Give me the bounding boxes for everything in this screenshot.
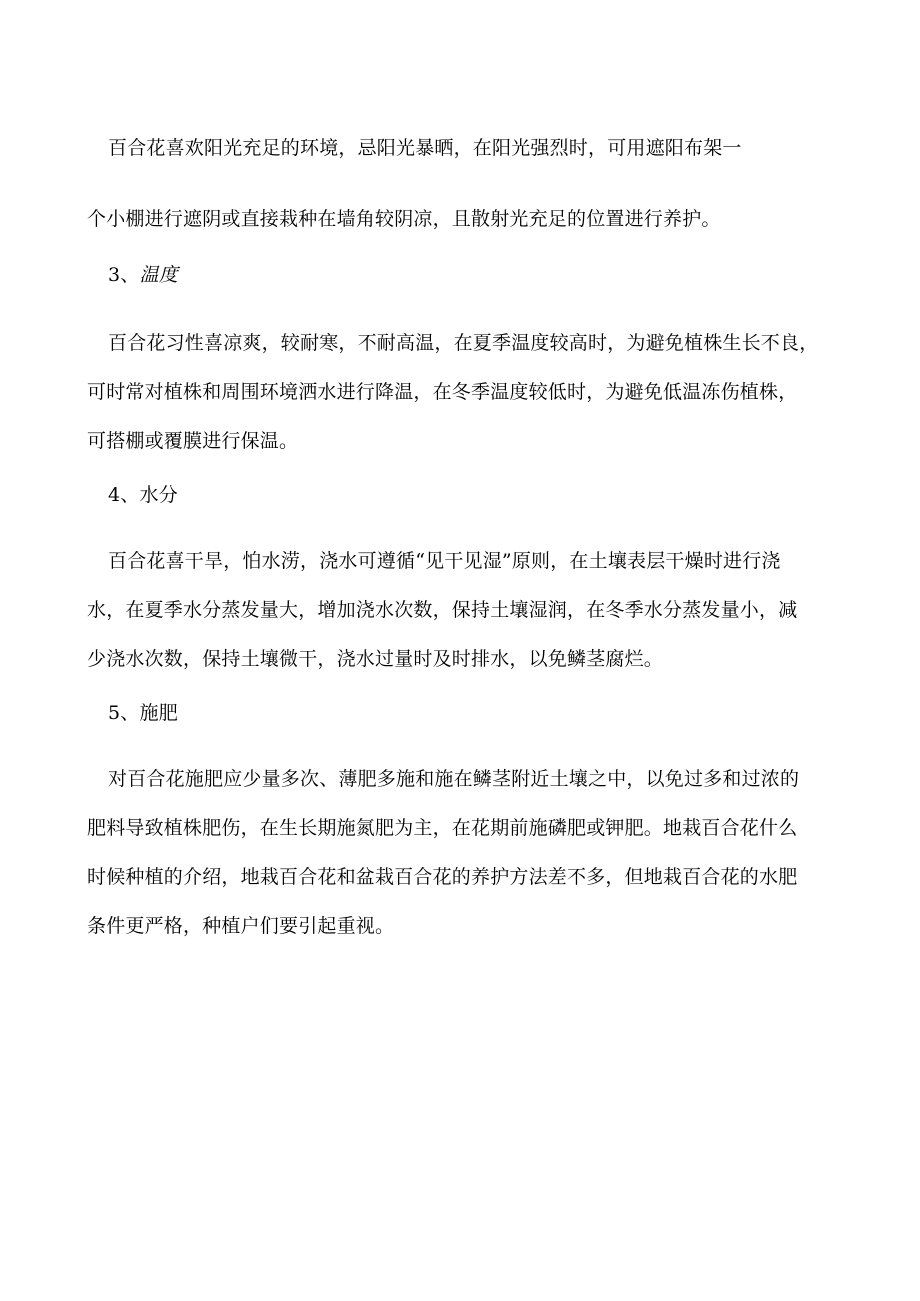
heading-number: 3、 [108,264,140,286]
paragraph-line: 少浇水次数，保持土壤微干，浇水过量时及时排水，以免鳞茎腐烂。 [87,648,664,670]
paragraph-line: 时候种植的介绍，地栽百合花和盆栽百合花的养护方法差不多，但地栽百合花的水肥 [87,866,798,888]
paragraph-line: 条件更严格，种植户们要引起重视。 [87,915,395,937]
section-heading-fertilizer: 5、施肥 [108,702,178,724]
paragraph-line: 百合花习性喜凉爽，较耐寒，不耐高温，在夏季温度较高时，为避免植株生长不良， [108,332,819,354]
heading-title: 温度 [139,264,178,286]
paragraph-line: 对百合花施肥应少量多次、薄肥多施和施在鳞茎附近土壤之中，以免过多和过浓的 [108,768,800,790]
paragraph-line: 百合花喜干旱，怕水涝，浇水可遵循“见干见湿”原则，在土壤表层干燥时进行浇 [108,550,781,572]
paragraph-line: 可时常对植株和周围环境洒水进行降温，在冬季温度较低时，为避免低温冻伤植株， [87,381,798,403]
paragraph-line: 个小棚进行遮阴或直接栽种在墙角较阴凉，且散射光充足的位置进行养护。 [87,208,721,230]
paragraph-line: 百合花喜欢阳光充足的环境，忌阳光暴晒，在阳光强烈时，可用遮阳布架一 [108,137,742,159]
paragraph-line: 可搭棚或覆膜进行保温。 [87,430,299,452]
section-heading-water: 4、水分 [108,484,178,506]
section-heading-temperature [108,263,178,287]
paragraph-line: 水，在夏季水分蒸发量大，增加浇水次数，保持土壤湿润，在冬季水分蒸发量小，减 [87,599,798,621]
paragraph-line: 肥料导致植株肥伤，在生长期施氮肥为主，在花期前施磷肥或钾肥。地栽百合花什么 [87,817,798,839]
